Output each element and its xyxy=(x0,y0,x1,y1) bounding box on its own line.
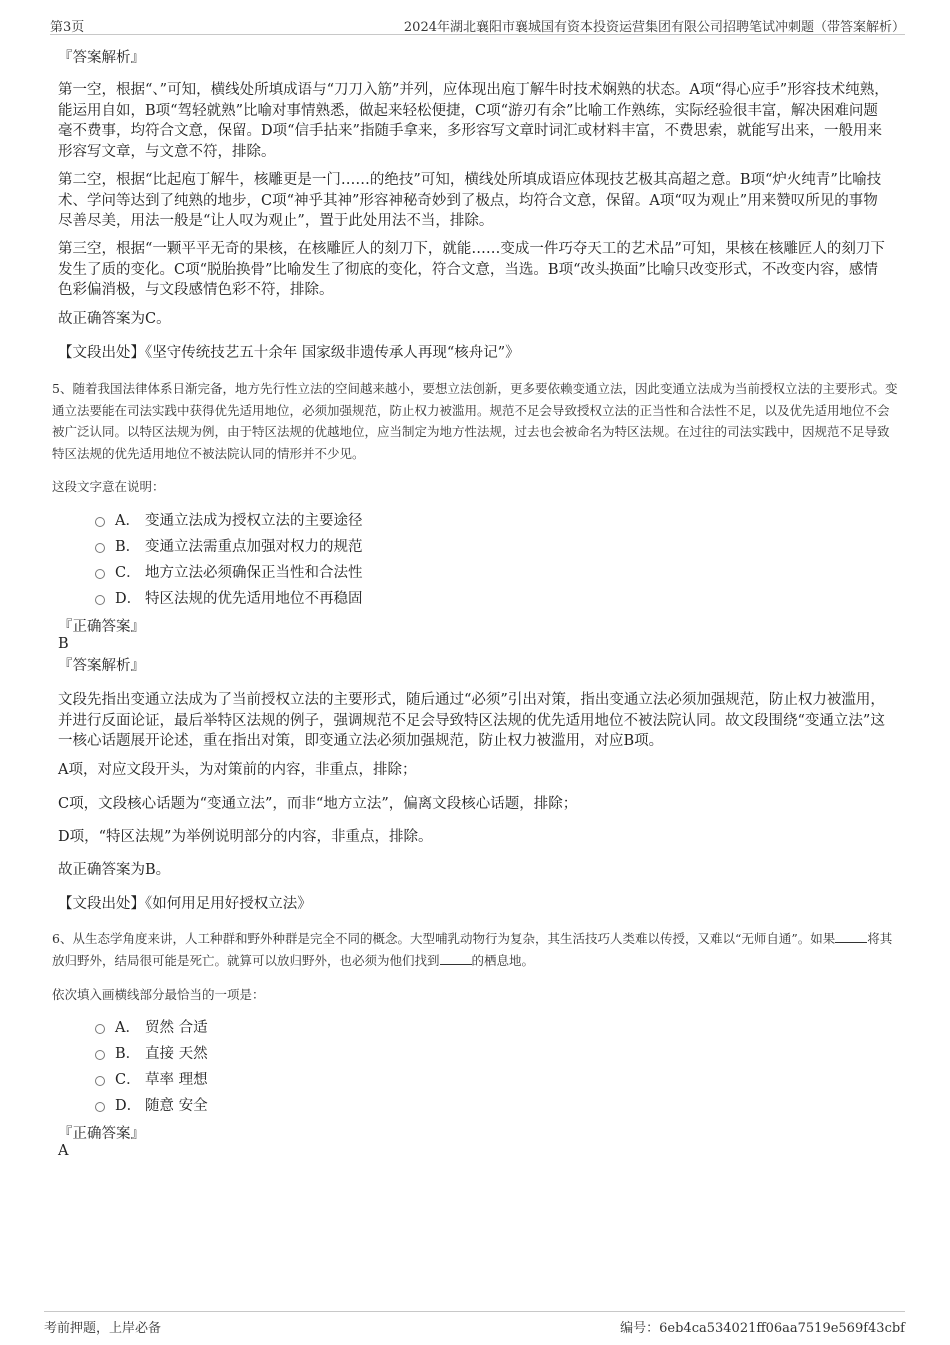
blank-line xyxy=(835,930,867,943)
option-text: 地方立法必须确保正当性和合法性 xyxy=(145,565,363,581)
q6-option-d[interactable] xyxy=(95,1096,208,1116)
q6-option-c[interactable] xyxy=(95,1070,208,1090)
q5-stem: 5、随着我国法律体系日渐完备，地方先行性立法的空间越来越小，要想立法创新，更多要依赖变通立法，因此变通立法成为当前授权立法的主要形式。变通立法要能在司法实践中获得优先适用地位，必须加强规范，防止权力被滥用。规范不足会导致授权立法的正当性和合法性不足，以及优先适用地位不会被广泛认同。以特区法规为例，由于特区法规的优越地位，应当制定为地方性法规，过去也会被命名为特区法规。在过往的司法实践中，因规范不足导致特区法规的优先适用地位不被法院认同的情形并不少见。 xyxy=(52,381,898,461)
blank-line xyxy=(440,952,472,965)
page-footer xyxy=(44,1311,905,1336)
footer-slogan: 考前押题，上岸必备 xyxy=(44,1321,162,1336)
option-text: 贸然 合适 xyxy=(145,1020,208,1036)
option-text: 变通立法需重点加强对权力的规范 xyxy=(145,539,363,555)
q4-analysis-p2: 第二空，根据“比起庖丁解牛，核雕更是一门……的绝技”可知，横线处所填成语应体现技艺极其高超之意。B项“炉火纯青”比喻技术、学问等达到了纯熟的地步，C项“神乎其神”形容神秘奇妙到了极点，均符合文意，保留。A项“叹为观止”用来赞叹所见的事物尽善尽美，用法一般是“让人叹为观止”，置于此处用法不当，排除。 xyxy=(58,172,882,229)
radio-icon[interactable] xyxy=(95,1076,105,1086)
option-key: A． xyxy=(115,513,140,529)
q6-stem-part-2: 将其放归野外，结局很可能是死亡。就算可以放归野外，也必须为他们找到 xyxy=(52,931,893,968)
document-title: 2024年湖北襄阳市襄城国有资本投资运营集团有限公司招聘笔试冲刺题（带答案解析） xyxy=(403,20,905,35)
q5-answer: B xyxy=(58,636,69,652)
q5-note-a: A项，对应文段开头，为对策前的内容，非重点，排除； xyxy=(58,762,417,778)
q6-stem-part-1: 6、从生态学角度来讲，人工种群和野外种群是完全不同的概念。大型哺乳动物行为复杂，其生活技巧人类难以传授，又难以“无师自通”。如果 xyxy=(52,931,836,946)
q6-answer: A xyxy=(58,1143,69,1159)
q6-option-b[interactable] xyxy=(95,1044,208,1064)
q4-conclusion: 故正确答案为C。 xyxy=(58,311,171,327)
q5-analysis: 文段先指出变通立法成为了当前授权立法的主要形式，随后通过“必须”引出对策，指出变通立法必须加强规范，防止权力被滥用，并进行反面论证，最后举特区法规的例子，强调规范不足会导致特区法规的优先适用地位不被法院认同。故文段围绕“变通立法”这一核心话题展开论述，重在指出对策，即变通立法必须加强规范，防止权力被滥用，对应B项。 xyxy=(58,692,885,749)
radio-icon[interactable] xyxy=(95,595,105,605)
q6-correct-label: 『正确答案』 xyxy=(58,1126,145,1142)
option-key: B． xyxy=(115,539,141,555)
q6-stem-part-3: 的栖息地。 xyxy=(471,952,535,968)
q4-analysis-p3: 第三空，根据“一颗平平无奇的果核，在核雕匠人的刻刀下，就能……变成一件巧夺天工的艺术品”可知，果核在核雕匠人的刻刀下发生了质的变化。C项“脱胎换骨”比喻发生了彻底的变化，符合文意，当选。B项“改头换面”比喻只改变形式，不改变内容，感情色彩偏消极，与文段感情色彩不符，排除。 xyxy=(58,241,885,298)
option-key: D． xyxy=(115,591,142,607)
radio-icon[interactable] xyxy=(95,1050,105,1060)
radio-icon[interactable] xyxy=(95,1024,105,1034)
q5-option-b[interactable] xyxy=(95,537,363,557)
page-header xyxy=(50,14,905,35)
q5-note-c: C项，文段核心话题为“变通立法”，而非“地方立法”，偏离文段核心话题，排除； xyxy=(58,796,578,812)
q5-note-d: D项，“特区法规”为举例说明部分的内容，非重点，排除。 xyxy=(58,829,433,845)
radio-icon[interactable] xyxy=(95,543,105,553)
q5-source: 【文段出处】《如何用足用好授权立法》 xyxy=(58,896,312,912)
q5-conclusion: 故正确答案为B。 xyxy=(58,862,171,878)
q6-stem xyxy=(52,928,898,971)
option-text: 特区法规的优先适用地位不再稳固 xyxy=(145,591,363,607)
footer-serial: 编号：6eb4ca534021ff06aa7519e569f43cbf xyxy=(620,1321,905,1336)
option-key: A． xyxy=(115,1020,140,1036)
q4-source: 【文段出处】《坚守传统技艺五十余年 国家级非遗传承人再现“核舟记”》 xyxy=(58,345,520,361)
option-key: C． xyxy=(115,1072,141,1088)
q5-option-a[interactable] xyxy=(95,511,363,531)
option-text: 变通立法成为授权立法的主要途径 xyxy=(145,513,363,529)
option-key: D． xyxy=(115,1098,142,1114)
q6-instruction: 依次填入画横线部分最恰当的一项是： xyxy=(52,987,265,1002)
q4-analysis-p1: 第一空，根据“、”可知，横线处所填成语与“刀刀入筋”并列，应体现出庖丁解牛时技术娴熟的状态。A项“得心应手”形容技术纯熟，能运用自如，B项“驾轻就熟”比喻对事情熟悉，做起来轻松便捷，C项“游刃有余”比喻工作熟练，实际经验很丰富，解决困难问题毫不费事，均符合文意，保留。D项“信手拈来”指随手拿来，多形容写文章时词汇或材料丰富，不费思索，就能写出来，一般用来形容写文章，与文意不符，排除。 xyxy=(58,82,889,160)
option-key: B． xyxy=(115,1046,141,1062)
option-text: 随意 安全 xyxy=(145,1098,208,1114)
page-number: 第3页 xyxy=(50,20,85,35)
option-key: C． xyxy=(115,565,141,581)
option-text: 草率 理想 xyxy=(145,1072,208,1088)
q5-instruction: 这段文字意在说明： xyxy=(52,479,165,494)
radio-icon[interactable] xyxy=(95,1102,105,1112)
option-text: 直接 天然 xyxy=(145,1046,208,1062)
q6-option-a[interactable] xyxy=(95,1018,208,1038)
q5-option-c[interactable] xyxy=(95,563,363,583)
q4-analysis-label: 『答案解析』 xyxy=(58,50,145,66)
q5-analysis-label: 『答案解析』 xyxy=(58,658,145,674)
radio-icon[interactable] xyxy=(95,517,105,527)
radio-icon[interactable] xyxy=(95,569,105,579)
q5-option-d[interactable] xyxy=(95,589,363,609)
q5-correct-label: 『正确答案』 xyxy=(58,619,145,635)
